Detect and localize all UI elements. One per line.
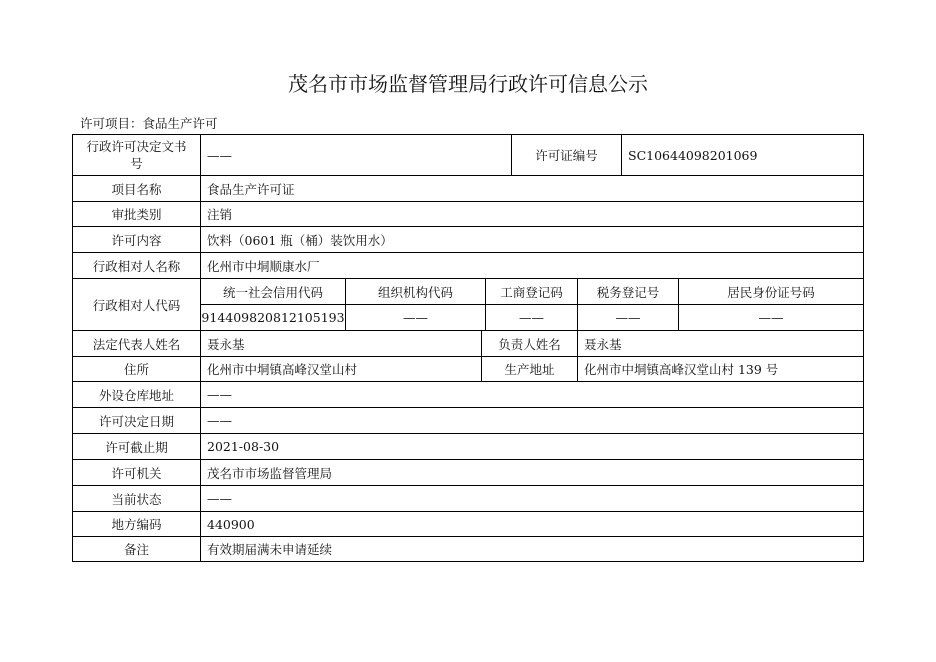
tax-reg-value: —— (615, 310, 641, 325)
status-value: —— (207, 491, 232, 506)
license-no-label: 许可证编号 (535, 148, 598, 163)
org-code-header: 组织机构代码 (377, 284, 453, 300)
decision-doc-value: —— (207, 147, 232, 163)
id-card-value: —— (758, 310, 784, 325)
production-address-value: 化州市中垌镇高峰汉堂山村 139 号 (584, 362, 779, 377)
authority-label: 许可机关 (111, 465, 162, 481)
business-reg-header: 工商登记码 (500, 284, 563, 300)
credit-code-header: 统一社会信用代码 (222, 284, 323, 300)
status-label: 当前状态 (111, 491, 162, 507)
legal-rep-value: 聂永基 (207, 336, 245, 352)
org-code-value: —— (403, 310, 428, 325)
legal-rep-label: 法定代表人姓名 (92, 336, 181, 352)
expiry-label: 许可截止期 (105, 439, 168, 455)
permit-content-label: 许可内容 (111, 232, 162, 248)
responsible-person-value: 聂永基 (584, 336, 622, 352)
decision-date-label: 许可决定日期 (98, 413, 174, 429)
authority-value: 茂名市市场监督管理局 (207, 465, 333, 481)
business-reg-value: —— (519, 310, 544, 325)
approval-type-label: 审批类别 (111, 207, 162, 222)
page-title: 茂名市市场监督管理局行政许可信息公示 (288, 72, 648, 96)
decision-date-value: —— (207, 413, 232, 428)
permit-info-table (72, 134, 864, 562)
project-name-value: 食品生产许可证 (207, 181, 295, 197)
region-code-label: 地方编码 (111, 517, 162, 532)
counterpart-name-label: 行政相对人名称 (92, 258, 181, 274)
warehouse-value: —— (207, 387, 232, 402)
project-name-label: 项目名称 (111, 181, 162, 197)
remarks-value: 有效期届满未申请延续 (207, 542, 333, 557)
permit-content-value: 饮料（0601 瓶（桶）装饮用水） (207, 232, 393, 248)
expiry-value: 2021-08-30 (207, 439, 280, 454)
permit-item-label: 许可项目：食品生产许可 (80, 116, 218, 131)
counterpart-name-value: 化州市中垌顺康水厂 (207, 258, 320, 274)
address-value: 化州市中垌镇高峰汉堂山村 (207, 362, 358, 377)
warehouse-label: 外设仓库地址 (98, 387, 174, 403)
production-address-label: 生产地址 (504, 362, 555, 377)
counterpart-code-label: 行政相对人代码 (92, 297, 181, 313)
credit-code-value: 914409820812105193 (201, 310, 345, 325)
responsible-person-label: 负责人姓名 (498, 336, 561, 352)
id-card-header: 居民身份证号码 (727, 284, 815, 300)
region-code-value: 440900 (207, 516, 255, 532)
license-no-value: SC10644098201069 (628, 147, 758, 163)
approval-type-value: 注销 (207, 207, 233, 222)
address-label: 住所 (123, 362, 149, 377)
remarks-label: 备注 (123, 542, 149, 557)
tax-reg-header: 税务登记号 (596, 284, 660, 300)
decision-doc-label: 行政许可决定文书号 (86, 139, 187, 171)
